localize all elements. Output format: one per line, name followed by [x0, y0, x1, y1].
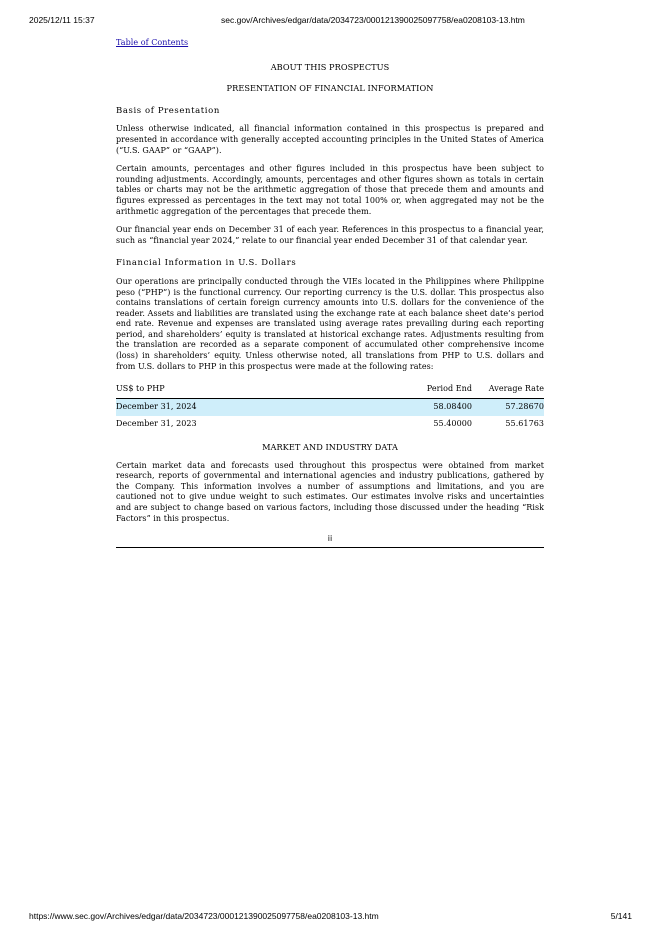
market-data-paragraph: Certain market data and forecasts used throughout this prospectus were obtained from market research, reports of governmental and international agencies and industry publications, gathered by the Company. This information involves a number of assumptions and limitations, and you are cautioned not to give undue weight to such estimates. Our estimates involve risks and uncertainties and are subject to change based on various factors, including those discussed under the heading “Risk Factors” in this prospectus.: [116, 460, 544, 523]
market-data-heading: MARKET AND INDUSTRY DATA: [262, 442, 398, 453]
exchange-rate-table: [116, 382, 544, 434]
basis-paragraph-1: Unless otherwise indicated, all financial information contained in this prospectus is prepared and presented in accordance with generally accepted accounting principles in the United States of America (“U.S. GAAP” or “GAAP”).: [116, 124, 544, 155]
table-header-row: [116, 382, 544, 398]
row-average-rate: 55.61763: [505, 419, 544, 429]
row-period-end: 55.40000: [433, 419, 472, 429]
section-title: PRESENTATION OF FINANCIAL INFORMATION: [226, 83, 434, 94]
row-label: December 31, 2024: [116, 398, 404, 416]
row-average-rate: 57.28670: [480, 398, 544, 416]
basis-heading: Basis of Presentation: [116, 105, 220, 116]
row-period-end: 58.08400: [412, 398, 472, 416]
basis-paragraph-2: Certain amounts, percentages and other figures included in this prospectus have been subject to rounding adjustments. Accordingly, amounts, percentages and other figures shown as totals in certain tables or charts may not be the arithmetic aggregation of those that precede them and amounts and figures expressed as percentages in the text may not total 100% or, when aggregated may not be the arithmetic aggregation of the percentages that precede them.: [116, 164, 544, 216]
table-of-contents-link[interactable]: Table of Contents: [116, 38, 189, 47]
basis-paragraph-3: Our financial year ends on December 31 of each year. References in this prospectus to a financial year, such as “financial year 2024,” relate to our financial year ended December 31 of that calendar year.: [116, 225, 544, 245]
col-header-average-rate: Average Rate: [480, 382, 544, 398]
print-footer-url: https://www.sec.gov/Archives/edgar/data/2034723/000121390025097758/ea0208103-13.htm: [29, 911, 379, 921]
print-header-url: sec.gov/Archives/edgar/data/2034723/000121390025097758/ea0208103-13.htm: [221, 15, 525, 25]
print-page-count: 5/141: [610, 911, 632, 921]
page-title: ABOUT THIS PROSPECTUS: [270, 61, 390, 72]
document-body: [116, 38, 544, 548]
financial-info-heading: Financial Information in U.S. Dollars: [116, 258, 297, 269]
table-row: [116, 416, 544, 434]
col-header-period-end: Period End: [412, 382, 472, 398]
print-timestamp: 2025/12/11 15:37: [29, 15, 95, 25]
row-label: December 31, 2023: [116, 419, 197, 429]
col-header-currency: US$ to PHP: [116, 382, 404, 398]
financial-info-paragraph: Our operations are principally conducted through the VIEs located in the Philippines where Philippine peso (“PHP”) is the functional currency. Our reporting currency is the U.S. dollar. This prospectus also contains translations of certain foreign currency amounts into U.S. dollars for the convenience of the reader. Assets and liabilities are translated using the exchange rate at each balance sheet date’s period end rate. Revenue and expenses are translated using average rates prevailing during each reporting period, and shareholders’ equity is translated at historical exchange rates. Adjustments resulting from the translation are recorded as a separate component of accumulated other comprehensive income (loss) in shareholders’ equity. Unless otherwise noted, all translations from PHP to U.S. dollars and from U.S. dollars to PHP in this prospectus were made at the following rates:: [116, 276, 544, 371]
page-number: ii: [116, 534, 544, 548]
table-row: [116, 398, 544, 416]
